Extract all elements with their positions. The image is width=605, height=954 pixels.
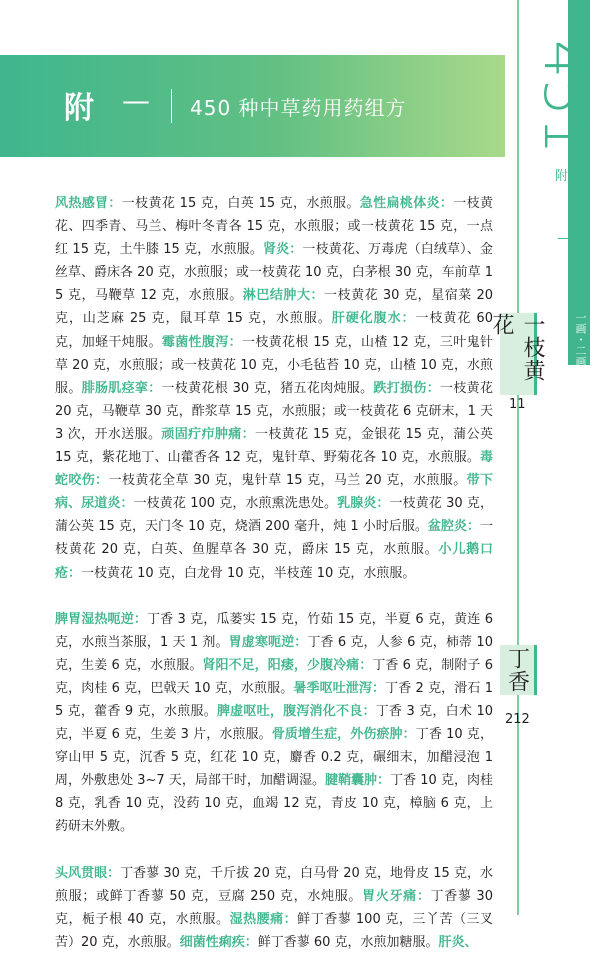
condition-keyword: 顽固疔疖肿痛： (161, 426, 256, 442)
condition-keyword: 头风贯眼： (55, 865, 121, 881)
prescription-text: 丁香 10 克，穿山甲 5 克，沉香 5 克，红花 10 克，麝香 0.2 克，碾细末，加醋浸泡 1 周，外敷患处 3~7 天，局部干时，加醋调湿。 (55, 727, 493, 789)
paragraph (55, 862, 493, 954)
side-tick (558, 238, 570, 239)
herb-index-yizhihuanghua: 一枝黄花 (500, 313, 537, 395)
condition-keyword: 腓肠肌痉挛： (81, 380, 162, 396)
condition-keyword: 风热感冒： (55, 196, 122, 211)
herb-index-number: 212 (505, 712, 530, 727)
prescription-text: 一枝黄花 30 克，星宿菜 20 克，山芝麻 25 克，鼠耳草 15 克，水煎服。 (55, 288, 493, 327)
appendix-label: 附 (64, 91, 96, 126)
prescription-text: 一枝黄花 10 克，白龙骨 10 克，半枝莲 10 克，水煎服。 (81, 565, 416, 581)
page-title: 450 种中草药用药组方 (190, 96, 407, 120)
condition-keyword: 骨质增生症，外伤瘀肿： (271, 727, 416, 743)
prescription-text: 鲜丁香蓼 100 克，三丫苦（三叉苦）20 克，水煎服。 (55, 911, 493, 950)
condition-keyword: 跌打损伤： (373, 380, 441, 396)
prescription-text: 一枝黄花 15 克，白英 15 克，水煎服。 (121, 196, 360, 211)
prescription-text: 一枝黄花 20 克，白英、鱼腥草各 30 克，爵床 15 克，水煎服。 (55, 519, 493, 558)
condition-keyword: 小儿鹅口疮： (55, 542, 493, 581)
condition-keyword: 脾胃湿热呃逆： (55, 611, 147, 627)
condition-keyword: 霉菌性腹泻： (161, 334, 242, 350)
condition-keyword: 淋巴结肿大： (242, 288, 325, 304)
section-tab-label: 一画・二画 (574, 312, 587, 367)
prescription-text: 丁香蓼 30 克，栀子根 40 克，水煎服。 (55, 888, 493, 927)
condition-keyword: 毒蛇咬伤： (55, 450, 493, 489)
page-number: 451 (530, 40, 600, 155)
condition-keyword: 暑季呕吐泄泻： (293, 680, 386, 696)
condition-keyword: 肝炎、 (438, 934, 478, 950)
herb-index-number: 11 (509, 397, 526, 412)
header-divider (171, 89, 172, 123)
condition-keyword: 肾阳不足，阳痿，少腹冷痛： (202, 657, 373, 673)
prescription-text: 一枝黄花 15 克，金银花 15 克，蒲公英 15 克，紫花地丁、山藿香各 12 克，鬼针草、野菊花各 10 克，水煎服。 (55, 426, 493, 466)
prescription-text: 一枝黄花、四季青、马兰、梅叶冬青各 15 克，水煎服；或一枝黄花 15 克，一点红 15 克，土牛膝 15 克，水煎服。 (55, 196, 493, 258)
prescription-text: 一枝黄花 30 克，蒲公英 15 克，天门冬 10 克，烧酒 200 毫升，炖 1 小时后服。 (55, 496, 493, 535)
side-appendix-label: 附 (555, 169, 569, 184)
article-body (55, 192, 493, 954)
prescription-text: 一枝黄花根 30 克，猪五花肉炖服。 (161, 380, 374, 396)
prescription-text: 一枝黄花根 15 克，山楂 12 克，三叶鬼针草 20 克，水煎服；或一枝黄花 10 克，小毛毡苔 10 克，山楂 10 克，水煎服。 (55, 334, 493, 396)
condition-keyword: 腱鞘囊肿： (325, 773, 391, 789)
condition-keyword: 脾虚呕吐，腹泻消化不良： (216, 703, 376, 719)
condition-keyword: 盆腔炎： (427, 519, 480, 535)
prescription-text: 丁香 6 克，人参 6 克，柿蒂 10 克，生姜 6 克，水煎服。 (55, 634, 493, 673)
condition-keyword: 胃火牙痛： (362, 888, 431, 904)
condition-keyword: 急性扁桃体炎： (359, 196, 454, 211)
condition-keyword: 湿热腰痛： (229, 911, 298, 927)
header-banner (0, 55, 505, 157)
header-dash: — (122, 84, 150, 117)
prescription-text: 一枝黄花 60 克，加蛏干炖服。 (55, 311, 493, 350)
prescription-text: 一枝黄花 100 克，水煎熏洗患处。 (133, 496, 338, 512)
side-rule (517, 0, 519, 915)
paragraph (55, 608, 493, 839)
prescription-text: 丁香 6 克，制附子 6 克，肉桂 6 克，巴戟天 10 克，水煎服。 (55, 657, 493, 696)
prescription-text: 鲜丁香蓼 60 克，水煎加糖服。 (257, 934, 439, 950)
prescription-text: 一枝黄花、万毒虎（白绒草）、金丝草、爵床各 20 克，水煎服；或一枝黄花 10 克，白茅根 30 克，车前草 15 克，马鞭草 12 克，水煎服。 (55, 242, 493, 304)
condition-keyword: 带下病、尿道炎： (55, 473, 493, 512)
condition-keyword: 肝硬化腹水： (331, 311, 416, 327)
condition-keyword: 胃虚寒呃逆： (228, 634, 308, 650)
condition-keyword: 细菌性痢疾： (179, 934, 258, 950)
prescription-text: 丁香 2 克，滑石 15 克，藿香 9 克，水煎服。 (55, 680, 493, 719)
prescription-text: 丁香 3 克，瓜蒌实 15 克，竹茹 15 克，半夏 6 克，黄连 6 克，水煎当茶服，1 天 1 剂。 (55, 611, 493, 650)
condition-keyword: 肾炎： (262, 242, 303, 258)
prescription-text: 一枝黄花 20 克，马鞭草 30 克，酢浆草 15 克，水煎服；或一枝黄花 6 克研末，1 天 3 次，开水送服。 (55, 380, 493, 442)
condition-keyword: 乳腺炎： (337, 496, 390, 512)
herb-index-dingxiang: 丁香 (500, 645, 537, 695)
prescription-text: 一枝黄花全草 30 克，鬼针草 15 克，马兰 20 克，水煎服。 (108, 473, 467, 489)
prescription-text: 丁香 3 克，白术 10 克，半夏 6 克，生姜 3 片，水煎服。 (55, 703, 493, 743)
paragraph (55, 192, 493, 585)
prescription-text: 丁香蓼 30 克，千斤拔 20 克，白马骨 20 克，地骨皮 15 克，水煎服；或鲜丁香蓼 50 克，豆腐 250 克，水炖服。 (55, 865, 493, 904)
prescription-text: 丁香 10 克，肉桂 8 克，乳香 10 克，没药 10 克，血竭 12 克，青皮 10 克，樟脑 6 克，上药研末外敷。 (55, 773, 493, 835)
